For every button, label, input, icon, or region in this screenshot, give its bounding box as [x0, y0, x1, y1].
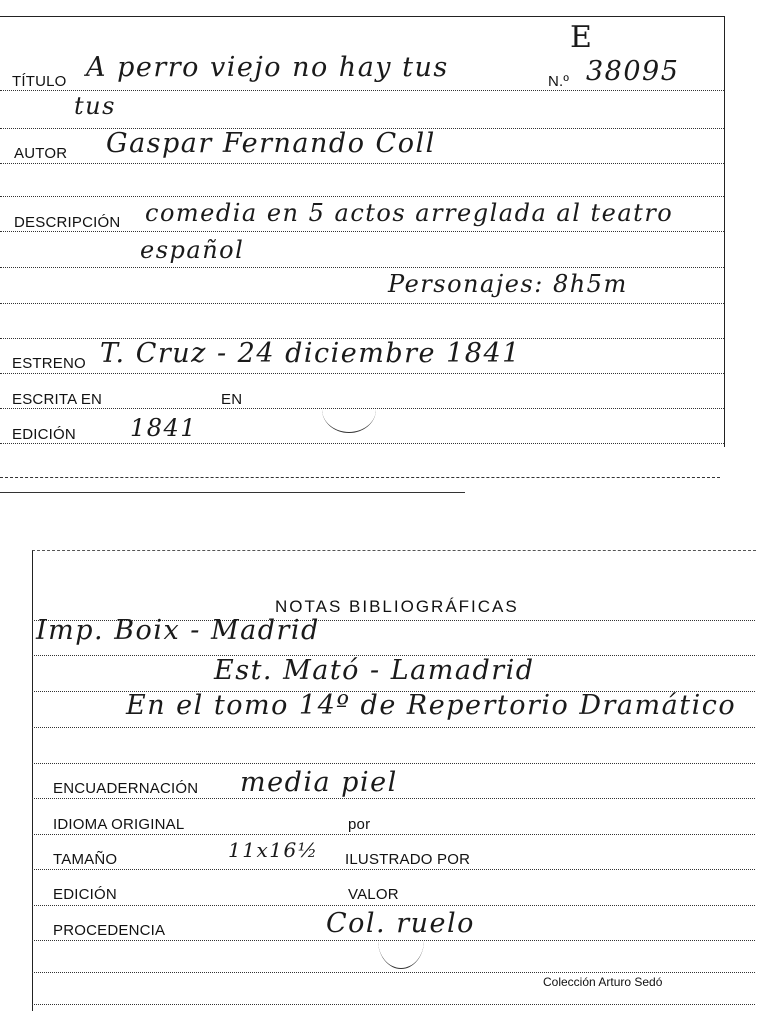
- note-line-2: Est. Mató - Lamadrid: [214, 655, 535, 686]
- rule: [32, 972, 755, 973]
- label-numero: N.º: [548, 73, 570, 90]
- rule: [32, 869, 755, 870]
- notes-heading: NOTAS BIBLIOGRÁFICAS: [275, 597, 519, 616]
- handwritten-title-continued: tus: [74, 92, 116, 120]
- handwritten-estreno: T. Cruz - 24 diciembre 1841: [100, 338, 521, 369]
- label-escrita-en: ESCRITA EN: [12, 391, 103, 408]
- rule: [0, 196, 724, 197]
- handwritten-description-1: comedia en 5 actos arreglada al teatro: [145, 199, 674, 227]
- rule: [0, 267, 724, 268]
- rule: [0, 373, 724, 374]
- label-edicion: EDICIÓN: [12, 426, 76, 443]
- rule: [32, 798, 755, 799]
- label-procedencia: PROCEDENCIA: [53, 922, 166, 939]
- note-line-1: Imp. Boix - Madrid: [36, 615, 320, 646]
- rule: [32, 905, 755, 906]
- handwritten-encuadernacion: media piel: [240, 767, 398, 798]
- card-separator: [0, 477, 720, 478]
- handwritten-procedencia: Col. ruelo: [326, 908, 475, 939]
- label-en: EN: [221, 391, 243, 408]
- rule: [32, 727, 755, 728]
- label-encuadernacion: ENCUADERNACIÓN: [53, 780, 199, 797]
- note-line-3: En el tomo 14º de Repertorio Dramático: [126, 690, 737, 721]
- handwritten-letter: E: [570, 20, 594, 55]
- handwritten-number: 38095: [586, 56, 680, 87]
- rule: [0, 443, 724, 444]
- handwritten-description-2: español: [140, 236, 245, 264]
- label-idioma-original: IDIOMA ORIGINAL: [53, 816, 185, 833]
- rule: [0, 231, 724, 232]
- stain-mark: [378, 912, 424, 969]
- label-edicion-bottom: EDICIÓN: [53, 886, 117, 903]
- handwritten-title: A perro viejo no hay tus: [86, 52, 449, 83]
- handwritten-edicion: 1841: [130, 414, 198, 442]
- handwritten-characters: Personajes: 8h5m: [388, 270, 628, 298]
- label-ilustrado-por: ILUSTRADO POR: [345, 851, 471, 868]
- handwritten-tamano: 11x16½: [228, 838, 319, 862]
- label-por: por: [348, 816, 371, 833]
- label-estreno: ESTRENO: [12, 355, 86, 372]
- handwritten-author: Gaspar Fernando Coll: [106, 128, 436, 159]
- stain-mark: [322, 386, 376, 433]
- label-valor: VALOR: [348, 886, 399, 903]
- label-titulo: TÍTULO: [12, 73, 67, 90]
- card-bottom-edge: [0, 492, 465, 493]
- label-autor: AUTOR: [14, 145, 68, 162]
- rule: [0, 303, 724, 304]
- rule: [0, 90, 724, 91]
- rule: [32, 1004, 755, 1005]
- label-tamano: TAMAÑO: [53, 851, 118, 868]
- collection-credit: Colección Arturo Sedó: [543, 975, 663, 989]
- label-descripcion: DESCRIPCIÓN: [14, 214, 121, 231]
- rule: [32, 834, 755, 835]
- rule: [32, 763, 755, 764]
- rule: [0, 163, 724, 164]
